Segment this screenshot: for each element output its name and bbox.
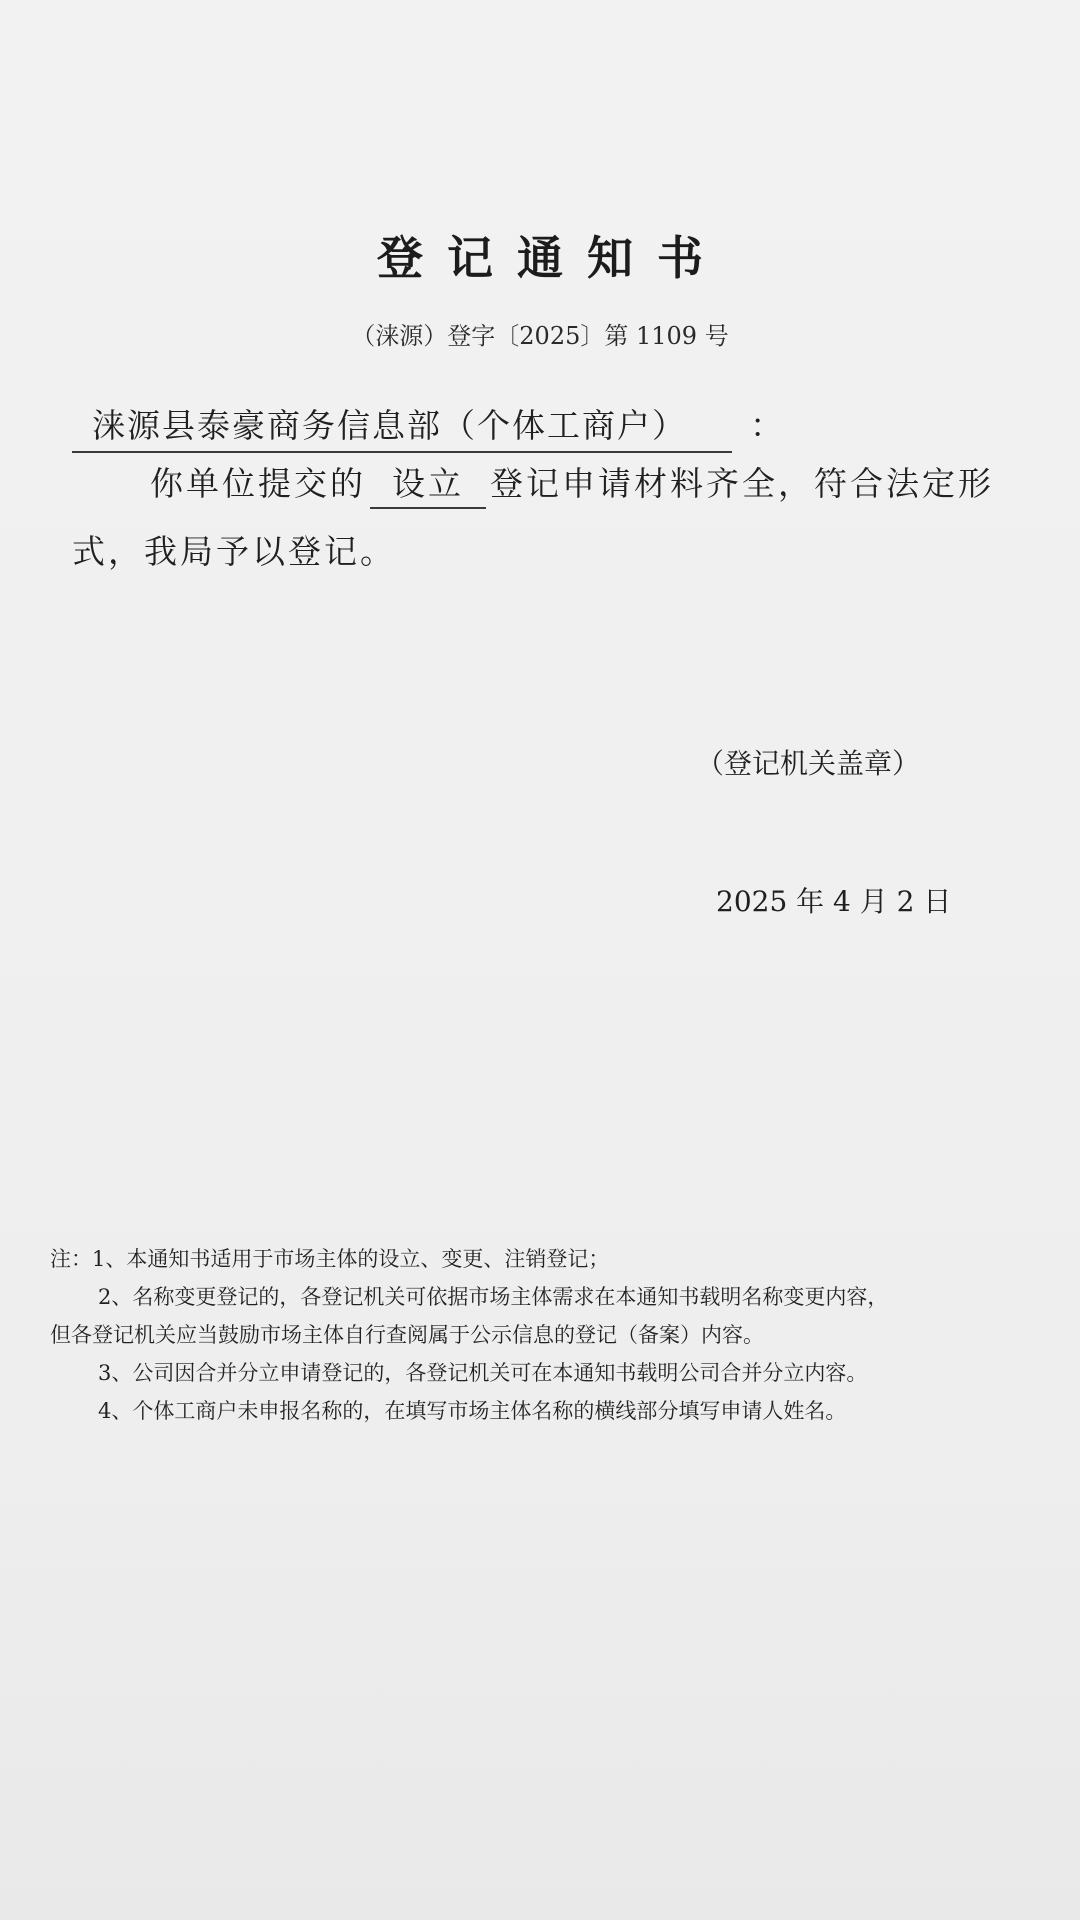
document-number: （涞源）登字〔2025〕第 1109 号 <box>351 322 729 350</box>
body-text-before-fill: 你单位提交的 <box>150 464 366 503</box>
note-item: 3、公司因合并分立申请登记的，各登记机关可在本通知书载明公司合并分立内容。 <box>98 1361 868 1385</box>
addressee-name: 涞源县泰豪商务信息部（个体工商户） <box>72 400 732 453</box>
note-item: 4、个体工商户未申报名称的，在填写市场主体名称的横线部分填写申请人姓名。 <box>98 1399 847 1423</box>
body-line-1 <box>150 458 994 509</box>
addressee-colon: ： <box>750 406 785 445</box>
addressee-line <box>72 400 785 453</box>
note-item: 但各登记机关应当鼓励市场主体自行查阅属于公示信息的登记（备案）内容。 <box>50 1323 764 1347</box>
note-item: 2、名称变更登记的，各登记机关可依据市场主体需求在本通知书载明名称变更内容， <box>98 1285 889 1309</box>
filled-registration-type: 设立 <box>370 458 486 509</box>
note-item: 注：1、本通知书适用于市场主体的设立、变更、注销登记； <box>50 1247 610 1271</box>
body-text-after-fill: 登记申请材料齐全，符合法定形 <box>490 464 994 503</box>
notes-section <box>50 1240 1060 1430</box>
document-title: 登记通知书 <box>377 231 727 285</box>
issue-date: 2025 年 4 月 2 日 <box>716 885 952 918</box>
body-line-2: 式，我局予以登记。 <box>72 532 396 571</box>
seal-label: （登记机关盖章） <box>696 747 921 780</box>
